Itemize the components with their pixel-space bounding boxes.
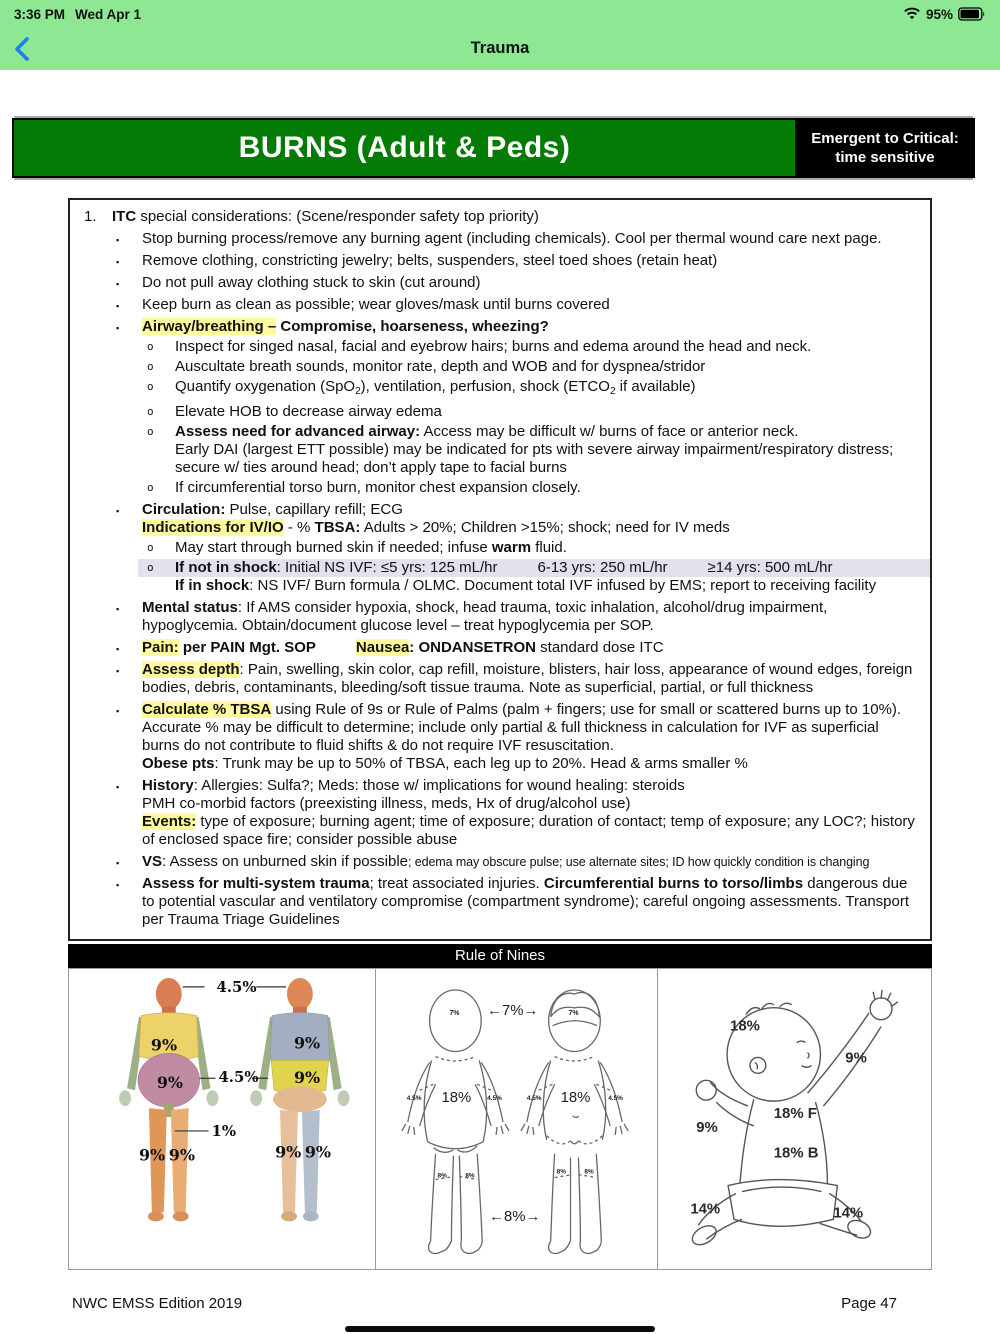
adult-back-leg-right-label: 9% <box>304 1142 332 1162</box>
bullet-marker: ▪ <box>116 257 120 267</box>
protocol-line: ▪ Assess for multi-system trauma; treat associated injuries. Circumferential burns to torso/limbs dangerous due to potential vascular and ventilatory compromise (compartment syndrome); careful ongoing assessments. Transport per Trauma Triage Guidelines <box>116 875 910 928</box>
bullet-marker: o <box>147 561 154 574</box>
protocol-line: ▪ History: Allergies: Sulfa?; Meds: those w/ implications for wound healing: steroids <box>116 777 685 794</box>
urgency-badge-line1: Emergent to Critical: <box>811 130 959 147</box>
protocol-line: ▪ Mental status: If AMS consider hypoxia, shock, head trauma, toxic inhalation, alcohol/drug impairment, hypoglycemia. Obtain/document glucose level – treat hypoglycemia per SOP. <box>116 599 828 634</box>
child-arm-label-1: 4.5% <box>406 1095 422 1103</box>
nav-bar <box>0 28 1000 70</box>
protocol-line: o Assess need for advanced airway: Access may be difficult w/ burns of face or anterior neck. <box>147 423 799 440</box>
protocol-line: o Inspect for singed nasal, facial and eyebrow hairs; burns and edema around the head and neck. <box>147 338 812 355</box>
child-thigh-label-3: 8% <box>556 1168 566 1176</box>
adult-back-figure <box>250 978 349 1221</box>
adult-diagram <box>69 969 376 1269</box>
bullet-marker: o <box>147 340 154 353</box>
protocol-header <box>12 118 975 178</box>
protocol-line: o May start through burned skin if needed; infuse warm fluid. <box>147 539 567 556</box>
battery-percent: 95% <box>925 6 953 22</box>
nav-title: Trauma <box>470 39 530 57</box>
protocol-line: ▪ Assess depth: Pain, swelling, skin color, cap refill, moisture, blisters, hair loss, appearance of wound edges, foreign bodies, debris, contaminants, bleeding/soft tissue trauma. Note as superficial, partial, or full thickness <box>116 661 913 696</box>
status-time-date <box>14 7 151 22</box>
infant-torso-front-label: 18% F <box>773 1106 817 1123</box>
child-thigh-label-4: 8% <box>584 1168 594 1176</box>
protocol-line: If in shock: NS IVF/ Burn formula / OLMC. Document total IVF infused by EMS; report to receiving facility <box>175 577 877 594</box>
child-arm-label-4: 4.5% <box>608 1095 623 1103</box>
protocol-line: Obese pts: Trunk may be up to 50% of TBSA, each leg up to 20%. Head & arms smaller % <box>142 755 748 772</box>
infant-right-arm-label: 9% <box>845 1050 867 1067</box>
child-leg-arrow-label: ←8%→ <box>488 1209 541 1226</box>
bullet-marker: o <box>147 541 154 554</box>
infant-right-leg-label: 14% <box>833 1205 863 1222</box>
protocol-line: ▪ Stop burning process/remove any burning agent (including chemicals). Cool per thermal wound care next page. <box>116 230 882 247</box>
bullet-marker: o <box>147 425 154 438</box>
child-head-arrow-label: ←7%→ <box>487 1002 539 1019</box>
protocol-line: ▪ Pain: per PAIN Mgt. SOP Nausea: ONDANSETRON standard dose ITC <box>116 639 664 656</box>
bullet-marker: o <box>147 360 154 373</box>
protocol-line: ▪ Do not pull away clothing stuck to skin (cut around) <box>116 274 481 291</box>
adult-head-label: 4.5% <box>216 977 257 996</box>
footer-edition: NWC EMSS Edition 2019 <box>72 1295 243 1312</box>
rule-of-nines-title: Rule of Nines <box>68 944 932 968</box>
battery-icon <box>958 7 986 21</box>
child-thigh-label-1: 8% <box>437 1172 447 1180</box>
adult-arm-label: 4.5% <box>218 1068 259 1087</box>
child-thigh-label-2: 8% <box>465 1172 475 1180</box>
adult-back-upper-label: 9% <box>293 1033 321 1053</box>
page-footer <box>72 1295 897 1312</box>
bullet-marker: 1. <box>84 208 97 225</box>
bullet-marker: ▪ <box>116 301 120 311</box>
bullet-marker: o <box>147 405 154 418</box>
protocol-title: BURNS (Adult & Peds) <box>14 120 795 176</box>
adult-back-leg-left-label: 9% <box>275 1142 302 1162</box>
infant-left-leg-label: 14% <box>690 1201 720 1218</box>
bullet-marker: ▪ <box>116 858 120 868</box>
protocol-box <box>68 198 932 941</box>
child-diagram <box>376 969 658 1269</box>
infant-left-arm-label: 9% <box>695 1119 718 1136</box>
protocol-line: Early DAI (largest ETT possible) may be indicated for pts with severe airway impairment/respiratory distress; secure w/ ties around head; don’t apply tape to facial burns <box>175 441 894 476</box>
protocol-line: ▪ Keep burn as clean as possible; wear gloves/mask until burns covered <box>116 296 610 313</box>
back-button[interactable] <box>10 35 36 63</box>
bullet-marker: ▪ <box>116 706 120 716</box>
bullet-marker: ▪ <box>116 644 120 654</box>
bullet-marker: ▪ <box>116 279 120 289</box>
protocol-line: o Auscultate breath sounds, monitor rate, depth and WOB and for dyspnea/stridor <box>147 358 706 375</box>
protocol-line: Indications for IV/IO - % TBSA: Adults > 20%; Children >15%; shock; need for IV meds <box>142 519 730 536</box>
status-bar <box>0 0 1000 28</box>
protocol-list <box>70 208 930 929</box>
protocol-line: ▪ Airway/breathing – Compromise, hoarseness, wheezing? <box>116 318 549 335</box>
adult-front-leg-left-label: 9% <box>138 1145 166 1165</box>
document-page[interactable] <box>0 118 1000 1270</box>
protocol-line: ▪ Circulation: Pulse, capillary refill; ECG <box>116 501 403 518</box>
child-front-head-label: 7% <box>568 1009 579 1017</box>
bullet-marker: ▪ <box>116 604 120 614</box>
infant-head-label: 18% <box>729 1018 760 1035</box>
protocol-line: ▪ Calculate % TBSA using Rule of 9s or Rule of Palms (palm + fingers; use for small or scattered burns up to 10%). Accurate % may be difficult to determine; include only partial & full thickness in calculation for IVF as superficial burns do not contribute to fluid shifts & do not require IVF resuscitation. <box>116 701 902 754</box>
protocol-line: o If circumferential torso burn, monitor chest expansion closely. <box>147 479 581 496</box>
adult-front-figure <box>119 978 218 1221</box>
bullet-marker: ▪ <box>116 880 120 890</box>
child-front-torso-label: 18% <box>560 1090 591 1107</box>
adult-abdomen-label: 9% <box>156 1073 184 1093</box>
adult-front-leg-right-label: 9% <box>168 1145 195 1165</box>
infant-torso-back-label: 18% B <box>773 1145 819 1162</box>
bullet-marker: o <box>147 481 154 494</box>
bullet-marker: ▪ <box>116 235 120 245</box>
protocol-line: o Elevate HOB to decrease airway edema <box>147 403 442 420</box>
child-back-head-label: 7% <box>449 1009 460 1017</box>
protocol-line: o Quantify oxygenation (SpO$_2$), ventilation, perfusion, shock ($ETCO_2$ if available) <box>147 378 696 397</box>
protocol-line: Events: type of exposure; burning agent; time of exposure; duration of contact; temp of exposure; any LOC?; history of enclosed space fire; consider possible abuse <box>142 813 915 848</box>
footer-page-number: Page 47 <box>841 1295 897 1312</box>
child-arm-label-2: 4.5% <box>487 1095 502 1103</box>
adult-chest-label: 9% <box>150 1035 178 1055</box>
child-arm-label-3: 4.5% <box>526 1095 542 1103</box>
child-back-torso-label: 18% <box>441 1090 472 1107</box>
protocol-line: ▪ VS: Assess on unburned skin if possible; edema may obscure pulse; use alternate sites; ID how quickly condition is changing <box>116 853 870 870</box>
infant-diagram <box>658 969 931 1269</box>
protocol-line: o If not in shock: Initial NS IVF: ≤5 yrs: 125 mL/hr 6-13 yrs: 250 mL/hr ≥14 yrs: 500 mL/hr <box>70 559 930 577</box>
bullet-marker: ▪ <box>116 323 120 333</box>
status-indicators <box>903 7 986 22</box>
adult-back-lower-label: 9% <box>293 1068 321 1088</box>
protocol-line: PMH co-morbid factors (preexisting illness, meds, Hx of drug/alcohol use) <box>142 795 631 812</box>
status-time: 3:36 PM <box>14 6 66 22</box>
urgency-badge <box>795 120 973 176</box>
bullet-marker: ▪ <box>116 782 120 792</box>
bullet-marker: o <box>147 380 154 393</box>
rule-of-nines-diagrams <box>68 968 932 1270</box>
protocol-line: ▪ Remove clothing, constricting jewelry; belts, suspenders, steel toed shoes (retain heat) <box>116 252 718 269</box>
wifi-icon <box>903 7 921 21</box>
bullet-marker: ▪ <box>116 666 120 676</box>
urgency-badge-line2: time sensitive <box>835 149 935 166</box>
status-date: Wed Apr 1 <box>75 6 142 22</box>
protocol-line: 1. ITC special considerations: (Scene/responder safety top priority) <box>84 208 539 225</box>
bullet-marker: ▪ <box>116 506 120 516</box>
adult-groin-label: 1% <box>211 1121 237 1140</box>
home-indicator[interactable] <box>345 1326 655 1332</box>
